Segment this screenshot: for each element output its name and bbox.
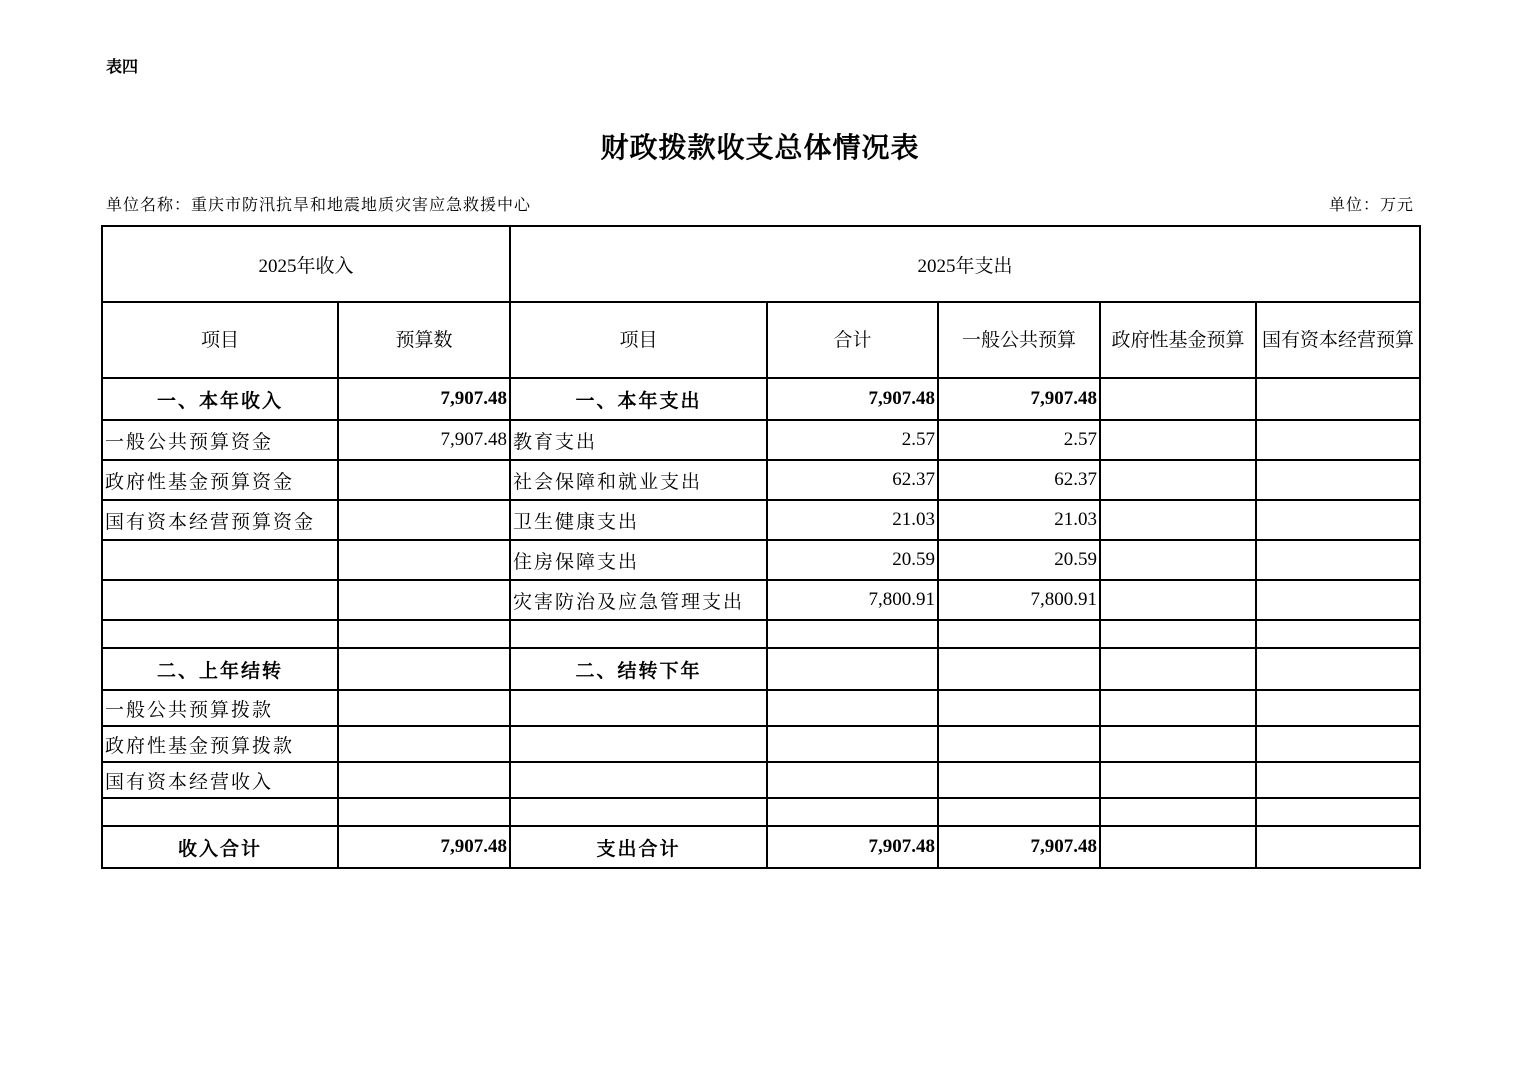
income-value: [338, 726, 510, 762]
gov-fund-value: [1100, 762, 1256, 798]
table-row: [102, 580, 1420, 620]
table-row: [102, 648, 1420, 690]
table-row: [102, 620, 1420, 648]
table-number: 表四: [106, 57, 139, 76]
general-value: [938, 798, 1100, 826]
total-value: [767, 726, 938, 762]
state-capital-value: [1256, 726, 1420, 762]
state-capital-value: [1256, 420, 1420, 460]
income-value: [338, 762, 510, 798]
expense-item: 卫生健康支出: [510, 500, 767, 540]
income-item: [102, 580, 338, 620]
income-item: [102, 620, 338, 648]
total-value: 7,800.91: [767, 580, 938, 620]
state-capital-value: [1256, 762, 1420, 798]
table-row: [102, 726, 1420, 762]
gov-fund-value: [1100, 500, 1256, 540]
gov-fund-value: [1100, 420, 1256, 460]
table-row: [102, 378, 1420, 420]
income-value: [338, 580, 510, 620]
total-value: [767, 798, 938, 826]
table-row: [102, 500, 1420, 540]
gov-fund-value: [1100, 580, 1256, 620]
expense-item: [510, 798, 767, 826]
state-capital-value: [1256, 690, 1420, 726]
income-item: 国有资本经营预算资金: [102, 500, 338, 540]
expense-item: [510, 726, 767, 762]
total-value: [767, 648, 938, 690]
income-budget-header: 预算数: [338, 302, 510, 378]
expense-item: 住房保障支出: [510, 540, 767, 580]
total-value: 20.59: [767, 540, 938, 580]
gov-fund-value: [1100, 648, 1256, 690]
income-value: [338, 798, 510, 826]
income-value: 7,907.48: [338, 826, 510, 868]
total-value: 2.57: [767, 420, 938, 460]
table-row: [102, 798, 1420, 826]
gov-fund-value: [1100, 798, 1256, 826]
state-capital-header: 国有资本经营预算: [1256, 302, 1420, 378]
total-value: [767, 620, 938, 648]
header-row-group: [102, 226, 1420, 302]
table-row: [102, 762, 1420, 798]
general-value: 62.37: [938, 460, 1100, 500]
income-value: [338, 460, 510, 500]
general-value: [938, 648, 1100, 690]
expense-item-header: 项目: [510, 302, 767, 378]
total-value: 62.37: [767, 460, 938, 500]
unit-name: 单位名称：重庆市防汛抗旱和地震地质灾害应急救援中心: [106, 195, 532, 214]
state-capital-value: [1256, 500, 1420, 540]
table-row: [102, 690, 1420, 726]
total-value: 7,907.48: [767, 826, 938, 868]
expense-item: 二、结转下年: [510, 648, 767, 690]
gov-fund-value: [1100, 540, 1256, 580]
expense-item: [510, 690, 767, 726]
state-capital-value: [1256, 580, 1420, 620]
state-capital-value: [1256, 826, 1420, 868]
gov-fund-value: [1100, 826, 1256, 868]
general-value: [938, 762, 1100, 798]
general-value: 7,800.91: [938, 580, 1100, 620]
table-row-total: [102, 826, 1420, 868]
gov-fund-value: [1100, 726, 1256, 762]
expense-item: [510, 762, 767, 798]
expense-item: [510, 620, 767, 648]
unit-label: 单位：万元: [1328, 195, 1414, 214]
income-value: [338, 500, 510, 540]
general-value: [938, 620, 1100, 648]
total-value: [767, 762, 938, 798]
document-title: 财政拨款收支总体情况表: [600, 131, 920, 164]
income-item: 国有资本经营收入: [102, 762, 338, 798]
expense-item: 灾害防治及应急管理支出: [510, 580, 767, 620]
income-value: [338, 540, 510, 580]
table-row: [102, 540, 1420, 580]
income-value: [338, 648, 510, 690]
general-value: 21.03: [938, 500, 1100, 540]
state-capital-value: [1256, 648, 1420, 690]
table-row: [102, 460, 1420, 500]
general-value: [938, 690, 1100, 726]
income-group-header: 2025年收入: [102, 226, 510, 302]
table-row: [102, 420, 1420, 460]
gov-fund-value: [1100, 620, 1256, 648]
expense-item: 教育支出: [510, 420, 767, 460]
expense-item: 支出合计: [510, 826, 767, 868]
general-value: 7,907.48: [938, 378, 1100, 420]
income-value: 7,907.48: [338, 420, 510, 460]
header-row-columns: [102, 302, 1420, 378]
general-value: 7,907.48: [938, 826, 1100, 868]
income-item: 收入合计: [102, 826, 338, 868]
gov-fund-header: 政府性基金预算: [1100, 302, 1256, 378]
general-value: [938, 726, 1100, 762]
gov-fund-value: [1100, 378, 1256, 420]
income-item: 一般公共预算资金: [102, 420, 338, 460]
income-value: [338, 620, 510, 648]
total-value: 21.03: [767, 500, 938, 540]
expense-item: 社会保障和就业支出: [510, 460, 767, 500]
income-value: [338, 690, 510, 726]
income-item: 政府性基金预算拨款: [102, 726, 338, 762]
income-item: 一、本年收入: [102, 378, 338, 420]
general-value: 20.59: [938, 540, 1100, 580]
income-item: [102, 798, 338, 826]
income-item: [102, 540, 338, 580]
total-value: 7,907.48: [767, 378, 938, 420]
income-item: 一般公共预算拨款: [102, 690, 338, 726]
total-value: [767, 690, 938, 726]
general-value: 2.57: [938, 420, 1100, 460]
income-item-header: 项目: [102, 302, 338, 378]
state-capital-value: [1256, 540, 1420, 580]
state-capital-value: [1256, 460, 1420, 500]
income-item: 二、上年结转: [102, 648, 338, 690]
budget-table: [101, 225, 1421, 869]
state-capital-value: [1256, 378, 1420, 420]
gov-fund-value: [1100, 460, 1256, 500]
general-budget-header: 一般公共预算: [938, 302, 1100, 378]
gov-fund-value: [1100, 690, 1256, 726]
expense-item: 一、本年支出: [510, 378, 767, 420]
income-item: 政府性基金预算资金: [102, 460, 338, 500]
expense-group-header: 2025年支出: [510, 226, 1420, 302]
state-capital-value: [1256, 620, 1420, 648]
income-value: 7,907.48: [338, 378, 510, 420]
state-capital-value: [1256, 798, 1420, 826]
total-header: 合计: [767, 302, 938, 378]
